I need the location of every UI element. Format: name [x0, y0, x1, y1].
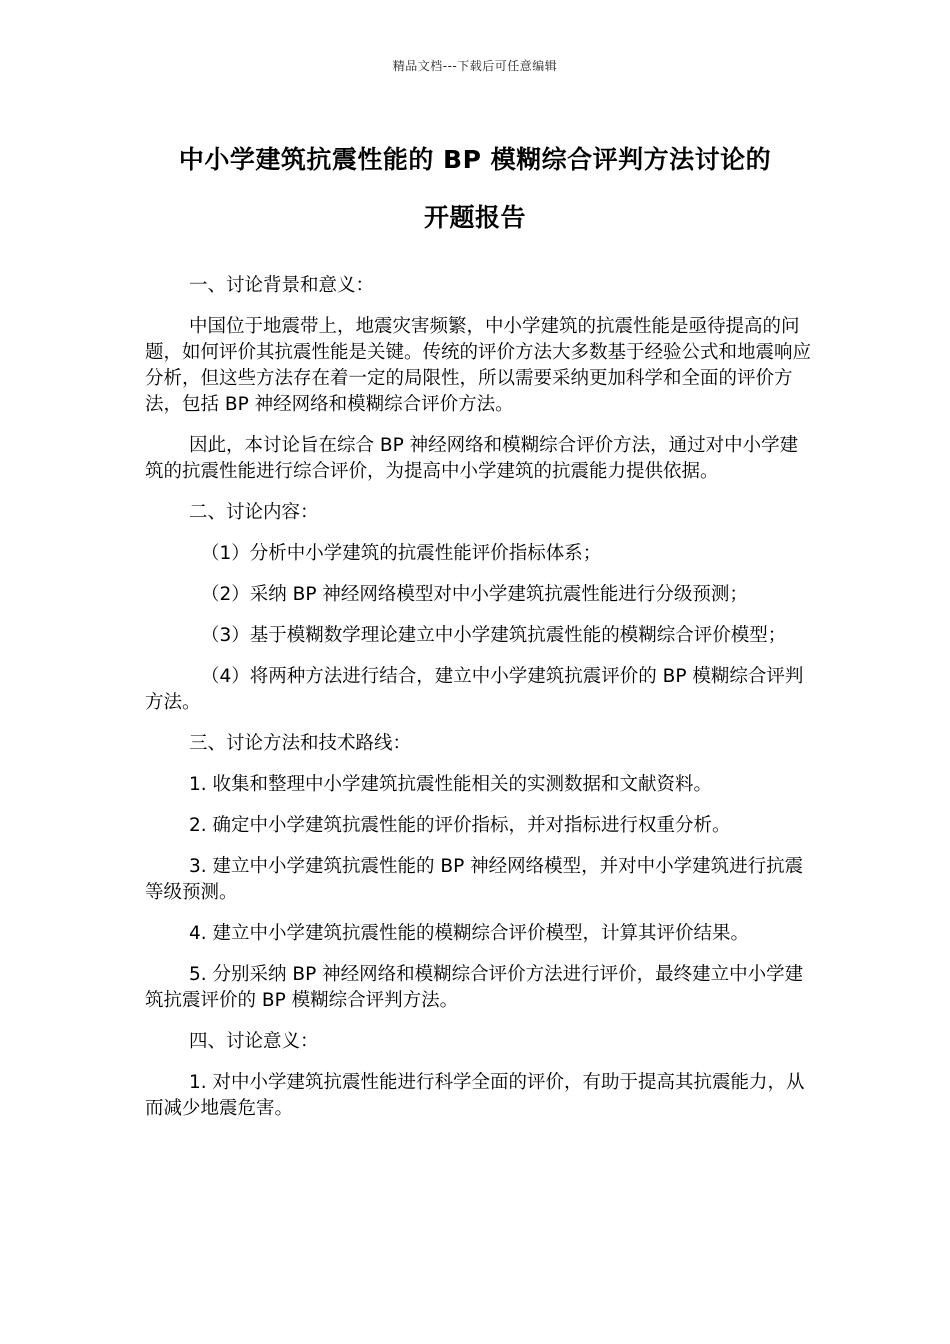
section-1-paragraph-2: 因此，本讨论旨在综合 BP 神经网络和模糊综合评价方法，通过对中小学建筑的抗震性能进行综合评价，为提高中小学建筑的抗震能力提供依据。: [145, 435, 799, 482]
section-3-item: 3. 建立中小学建筑抗震性能的 BP 神经网络模型，并对中小学建筑进行抗震等级预测。: [145, 856, 804, 903]
header-note: 精品文档---下载后可任意编辑: [392, 59, 558, 73]
section-4-heading: 四、讨论意义：: [189, 1031, 319, 1052]
section-2-item: （4）将两种方法进行结合，建立中小学建筑抗震评价的 BP 模糊综合评判方法。: [145, 666, 804, 713]
section-3-item: 1. 收集和整理中小学建筑抗震性能相关的实测数据和文献资料。: [189, 774, 713, 795]
section-1-heading: 一、讨论背景和意义：: [189, 275, 375, 296]
section-3-item: 2. 确定中小学建筑抗震性能的评价指标，并对指标进行权重分析。: [189, 815, 731, 836]
title-line-2: 开题报告: [423, 203, 526, 232]
title-line-1: 中小学建筑抗震性能的 BP 模糊综合评判方法讨论的: [178, 145, 772, 174]
section-3-item: 5. 分别采纳 BP 神经网络和模糊综合评价方法进行评价，最终建立中小学建筑抗震评价的 BP 模糊综合评判方法。: [145, 964, 804, 1011]
section-2-item: （3）基于模糊数学理论建立中小学建筑抗震性能的模糊综合评价模型；: [201, 625, 787, 646]
section-1-paragraph-1: 中国位于地震带上，地震灾害频繁，中小学建筑的抗震性能是亟待提高的问题，如何评价其抗震性能是关键。传统的评价方法大多数基于经验公式和地震响应分析，但这些方法存在着一定的局限性，所以需要采纳更加科学和全面的评价方法，包括 BP 神经网络和模糊综合评价方法。: [145, 316, 812, 415]
section-3-heading: 三、讨论方法和技术路线：: [189, 733, 412, 754]
section-2-item: （1）分析中小学建筑的抗震性能评价指标体系；: [201, 543, 602, 564]
section-3-item: 4. 建立中小学建筑抗震性能的模糊综合评价模型，计算其评价结果。: [189, 923, 750, 944]
section-2-heading: 二、讨论内容：: [189, 502, 319, 523]
section-4-item: 1. 对中小学建筑抗震性能进行科学全面的评价，有助于提高其抗震能力，从而减少地震危害。: [145, 1072, 805, 1119]
section-2-item: （2）采纳 BP 神经网络模型对中小学建筑抗震性能进行分级预测；: [201, 584, 748, 605]
document-body: [145, 273, 815, 1137]
